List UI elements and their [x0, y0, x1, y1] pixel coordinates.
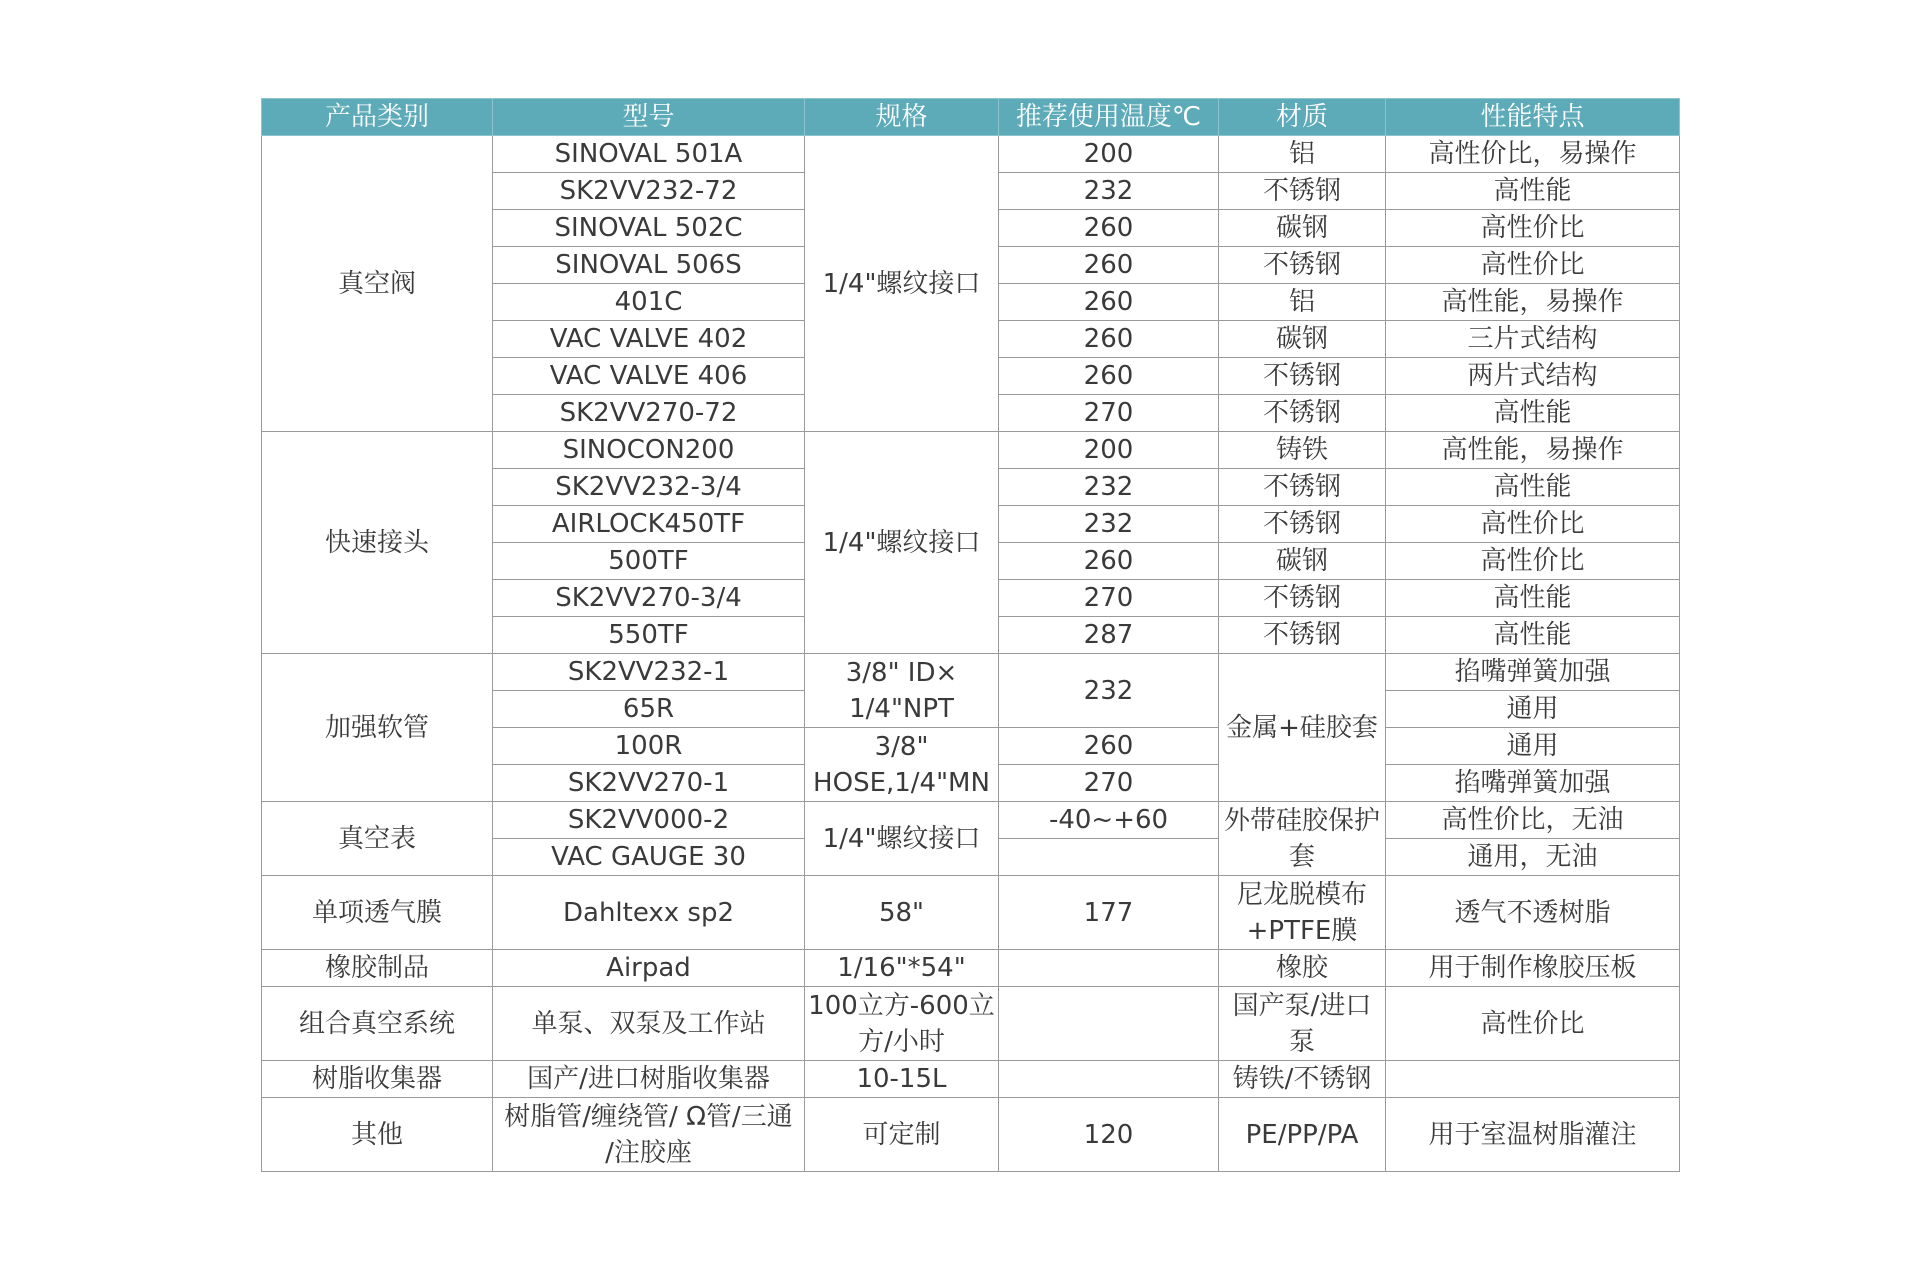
- material-cell: PE/PP/PA: [1219, 1098, 1386, 1172]
- spec-line: HOSE,1/4"MN: [813, 767, 990, 798]
- header-category: 产品类别: [262, 99, 493, 136]
- feature-cell: 高性能: [1386, 469, 1680, 506]
- header-model: 型号: [493, 99, 805, 136]
- temperature-cell: 260: [999, 728, 1219, 765]
- feature-cell: 通用: [1386, 728, 1680, 765]
- temperature-cell: 270: [999, 765, 1219, 802]
- model-cell: 401C: [493, 284, 805, 321]
- material-cell: 铝: [1219, 136, 1386, 173]
- material-cell: 不锈钢: [1219, 173, 1386, 210]
- model-cell: 65R: [493, 691, 805, 728]
- material-cell: 橡胶: [1219, 950, 1386, 987]
- spec-cell: 10-15L: [805, 1061, 999, 1098]
- spec-cell: [805, 987, 999, 1061]
- model-cell: VAC VALVE 402: [493, 321, 805, 358]
- table-row: [262, 654, 1680, 691]
- model-cell: 500TF: [493, 543, 805, 580]
- feature-cell: 掐嘴弹簧加强: [1386, 765, 1680, 802]
- feature-cell: 高性能，易操作: [1386, 284, 1680, 321]
- feature-cell: 用于室温树脂灌注: [1386, 1098, 1680, 1172]
- temperature-cell: 260: [999, 247, 1219, 284]
- model-cell: 100R: [493, 728, 805, 765]
- feature-cell: 高性价比: [1386, 247, 1680, 284]
- temperature-cell: -40~+60: [999, 802, 1219, 839]
- feature-cell: 两片式结构: [1386, 358, 1680, 395]
- feature-cell: 高性能: [1386, 580, 1680, 617]
- material-cell: 碳钢: [1219, 210, 1386, 247]
- model-cell: VAC GAUGE 30: [493, 839, 805, 876]
- header-features: 性能特点: [1386, 99, 1680, 136]
- feature-cell: 高性价比，无油: [1386, 802, 1680, 839]
- model-cell: SK2VV270-72: [493, 395, 805, 432]
- feature-cell: 高性能: [1386, 395, 1680, 432]
- material-cell: 金属+硅胶套: [1219, 654, 1386, 802]
- material-cell: 不锈钢: [1219, 506, 1386, 543]
- material-cell: 不锈钢: [1219, 395, 1386, 432]
- category-cell: 快速接头: [262, 432, 493, 654]
- spec-cell: 可定制: [805, 1098, 999, 1172]
- feature-cell: 透气不透树脂: [1386, 876, 1680, 950]
- model-line: 树脂管/缠绕管/ Ω管/三通: [504, 1101, 793, 1132]
- feature-cell: 通用: [1386, 691, 1680, 728]
- category-cell: 加强软管: [262, 654, 493, 802]
- category-cell: 组合真空系统: [262, 987, 493, 1061]
- model-cell: VAC VALVE 406: [493, 358, 805, 395]
- category-cell: 其他: [262, 1098, 493, 1172]
- model-cell: SINOVAL 501A: [493, 136, 805, 173]
- temperature-cell: 260: [999, 210, 1219, 247]
- table-row: [262, 950, 1680, 987]
- feature-cell: 高性价比，易操作: [1386, 136, 1680, 173]
- feature-cell: 高性价比: [1386, 543, 1680, 580]
- feature-cell: 高性能: [1386, 173, 1680, 210]
- spec-line: 1/4"NPT: [849, 693, 954, 724]
- spec-line: 3/8": [874, 731, 929, 762]
- model-cell: Dahltexx sp2: [493, 876, 805, 950]
- material-cell: 不锈钢: [1219, 617, 1386, 654]
- spec-cell: 1/16"*54": [805, 950, 999, 987]
- model-cell: AIRLOCK450TF: [493, 506, 805, 543]
- header-temperature: 推荐使用温度℃: [999, 99, 1219, 136]
- feature-cell: 三片式结构: [1386, 321, 1680, 358]
- header-spec: 规格: [805, 99, 999, 136]
- model-cell: SINOCON200: [493, 432, 805, 469]
- feature-cell: 高性价比: [1386, 506, 1680, 543]
- material-line: 国产泵/进口: [1232, 990, 1372, 1021]
- spec-cell: 58": [805, 876, 999, 950]
- spec-cell: [805, 654, 999, 728]
- model-cell: SK2VV270-1: [493, 765, 805, 802]
- spec-cell: [805, 728, 999, 802]
- temperature-cell: [999, 1061, 1219, 1098]
- table-row: [262, 876, 1680, 950]
- table-row: [262, 136, 1680, 173]
- temperature-cell: 287: [999, 617, 1219, 654]
- category-cell: 树脂收集器: [262, 1061, 493, 1098]
- spec-line: 100立方-600立: [808, 990, 995, 1021]
- temperature-cell: 232: [999, 506, 1219, 543]
- feature-cell: 用于制作橡胶压板: [1386, 950, 1680, 987]
- table-row: [262, 1061, 1680, 1098]
- temperature-cell: [999, 839, 1219, 876]
- material-cell: 碳钢: [1219, 321, 1386, 358]
- model-cell: 单泵、双泵及工作站: [493, 987, 805, 1061]
- material-cell: 不锈钢: [1219, 247, 1386, 284]
- category-cell: 单项透气膜: [262, 876, 493, 950]
- model-cell: SK2VV232-1: [493, 654, 805, 691]
- material-cell: 碳钢: [1219, 543, 1386, 580]
- model-cell: SK2VV000-2: [493, 802, 805, 839]
- feature-cell: 高性能: [1386, 617, 1680, 654]
- material-cell: 铸铁/不锈钢: [1219, 1061, 1386, 1098]
- category-cell: 橡胶制品: [262, 950, 493, 987]
- model-cell: Airpad: [493, 950, 805, 987]
- table-row: [262, 987, 1680, 1061]
- temperature-cell: [999, 987, 1219, 1061]
- temperature-cell: 120: [999, 1098, 1219, 1172]
- temperature-cell: 260: [999, 358, 1219, 395]
- material-cell: 不锈钢: [1219, 469, 1386, 506]
- temperature-cell: 270: [999, 580, 1219, 617]
- material-cell: [1219, 876, 1386, 950]
- material-cell: 不锈钢: [1219, 358, 1386, 395]
- spec-line: 3/8" ID×: [845, 657, 958, 688]
- model-line: /注胶座: [605, 1137, 692, 1168]
- material-line: 套: [1288, 841, 1315, 872]
- feature-cell: 掐嘴弹簧加强: [1386, 654, 1680, 691]
- material-cell: 铝: [1219, 284, 1386, 321]
- material-line: +PTFE膜: [1246, 915, 1358, 946]
- material-cell: 不锈钢: [1219, 580, 1386, 617]
- model-cell: SINOVAL 506S: [493, 247, 805, 284]
- temperature-cell: 260: [999, 543, 1219, 580]
- temperature-cell: 177: [999, 876, 1219, 950]
- material-cell: [1219, 802, 1386, 876]
- model-cell: SINOVAL 502C: [493, 210, 805, 247]
- product-spec-table: [261, 98, 1680, 1172]
- material-cell: 铸铁: [1219, 432, 1386, 469]
- spec-cell: 1/4"螺纹接口: [805, 802, 999, 876]
- temperature-cell: [999, 950, 1219, 987]
- temperature-cell: 232: [999, 173, 1219, 210]
- model-cell: SK2VV232-3/4: [493, 469, 805, 506]
- table-row: [262, 432, 1680, 469]
- model-cell: 550TF: [493, 617, 805, 654]
- model-cell: 国产/进口树脂收集器: [493, 1061, 805, 1098]
- table-header-row: [262, 99, 1680, 136]
- temperature-cell: 260: [999, 284, 1219, 321]
- feature-cell: 高性能，易操作: [1386, 432, 1680, 469]
- table-row: [262, 802, 1680, 839]
- category-cell: 真空阀: [262, 136, 493, 432]
- temperature-cell: 260: [999, 321, 1219, 358]
- material-line: 尼龙脱模布: [1236, 879, 1367, 910]
- temperature-cell: 270: [999, 395, 1219, 432]
- header-material: 材质: [1219, 99, 1386, 136]
- feature-cell: 高性价比: [1386, 987, 1680, 1061]
- feature-cell: [1386, 1061, 1680, 1098]
- temperature-cell: 200: [999, 136, 1219, 173]
- spec-cell: 1/4"螺纹接口: [805, 432, 999, 654]
- table-row: [262, 1098, 1680, 1172]
- material-cell: [1219, 987, 1386, 1061]
- temperature-cell: 200: [999, 432, 1219, 469]
- model-cell: [493, 1098, 805, 1172]
- feature-cell: 通用，无油: [1386, 839, 1680, 876]
- temperature-cell: 232: [999, 654, 1219, 728]
- spec-cell: 1/4"螺纹接口: [805, 136, 999, 432]
- material-line: 泵: [1288, 1026, 1315, 1057]
- feature-cell: 高性价比: [1386, 210, 1680, 247]
- temperature-cell: 232: [999, 469, 1219, 506]
- category-cell: 真空表: [262, 802, 493, 876]
- spec-line: 方/小时: [858, 1026, 945, 1057]
- model-cell: SK2VV232-72: [493, 173, 805, 210]
- material-line: 外带硅胶保护: [1223, 805, 1380, 836]
- model-cell: SK2VV270-3/4: [493, 580, 805, 617]
